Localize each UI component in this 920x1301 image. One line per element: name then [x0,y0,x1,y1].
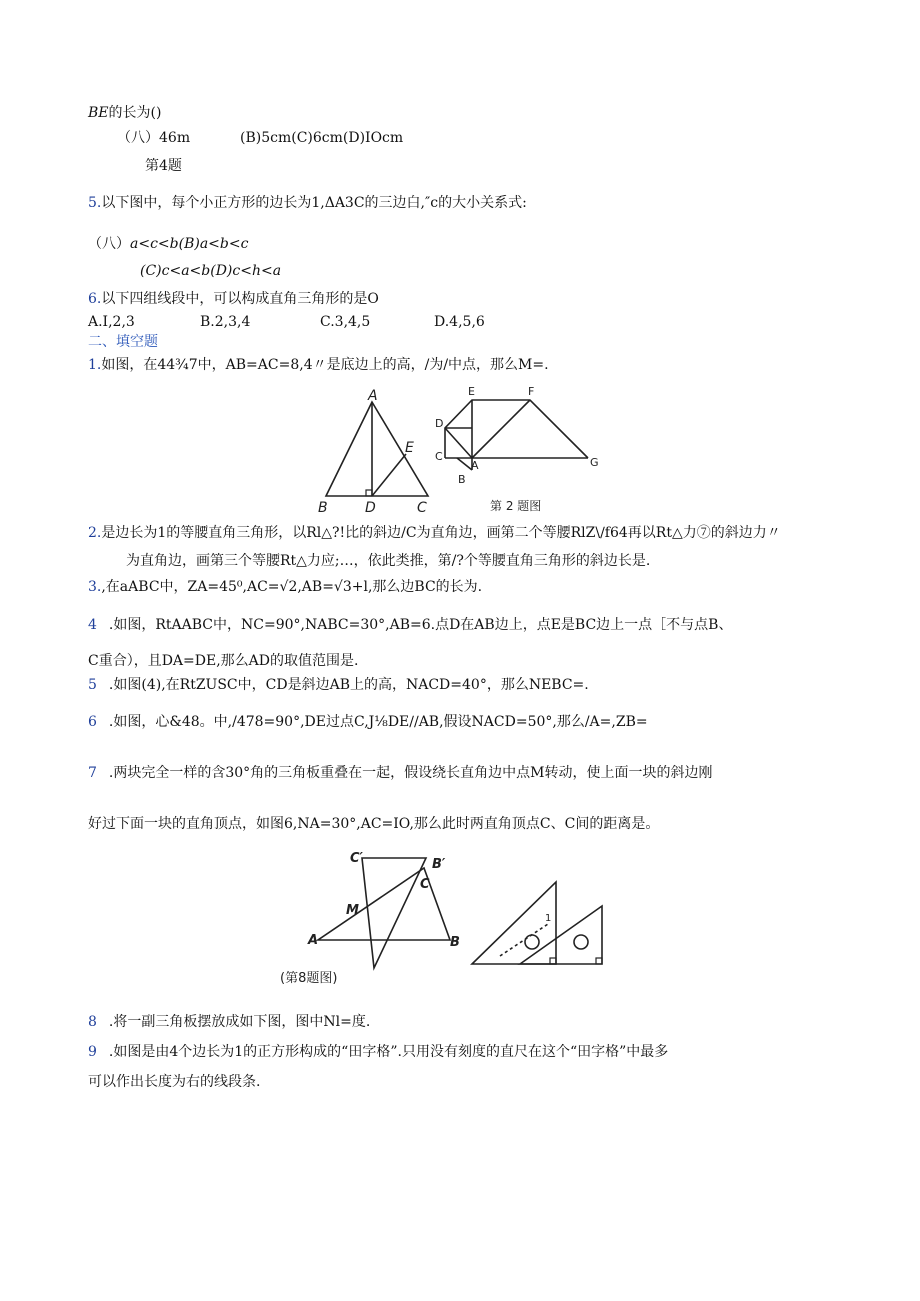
q5-line [88,194,527,212]
fill-9-text: .如图是由4个边长为1的正方形构成的“田字格”.只用没有刻度的直尺在这个“田字格”中最多 [108,1044,669,1060]
fig2-label-b: B [458,473,466,486]
q5-text: 以下图中，每个小正方形的边长为1,ΔA3C的三边白,″c的大小关系式: [101,195,527,211]
q6-option-a: A.I,2,3 [88,314,135,330]
fill-4-continued: C重合），且DA=DE,那么AD的取值范围是. [88,653,359,669]
fig8-label-m: M [346,903,359,918]
q4-options-rest: (B)5cm(C)6cm(D)IOcm [240,130,404,146]
fig8-label-c: C [420,877,430,892]
fill-2-number: 2. [88,525,102,541]
figure-isosceles-triangle [310,388,430,518]
figure-overlapping-set-squares [280,848,466,988]
fill-7-number: 7 [88,765,97,781]
q4-be: BE [88,105,109,121]
fill-8-number: 8 [88,1014,97,1030]
fill-1-line [88,356,549,374]
section-fill-blank-heading: 二、填空题 [88,334,158,350]
fig2-label-g: G [590,456,599,469]
q6-option-c: C.3,4,5 [320,314,371,330]
q4-caption: 第4题 [145,158,182,174]
q6-option-d: D.4,5,6 [434,314,485,330]
fill-2-line [88,524,781,542]
fig1-label-d: D [365,500,376,516]
fig8-label-b-prime: B′ [432,857,446,872]
q5-option-prefix: （八） [88,236,130,252]
fig8-label-a: A [308,933,319,948]
fill-6-line [88,713,648,731]
fig2-label-e: E [468,385,475,398]
q4-option-a: （八）46m [117,130,191,146]
fig2-caption: 第 2 题图 [490,499,542,513]
figure-triangle-chain [430,380,605,515]
q5-option-formula: a<c<b(B)a<b<c [130,236,249,252]
q5-option-line-1 [88,235,248,253]
fill-2-continued: 为直角边，画第三个等腰Rt△力应;…，依此类推，第/?个等腰直角三角形的斜边长是. [126,553,651,569]
fill-4-text: .如图，RtAABC中，NC=90°,NABC=30°,AB=6.点D在AB边上，点E是BC边上一点［不与点B、 [108,617,733,633]
fill-6-text: .如图，心&48。中,/478=90°,DE过点C,J⅛DE∕∕AB,假设NACD=50°,那么/A=,ZB= [108,714,648,730]
fig9-angle-label: 1 [545,913,552,924]
fig2-label-c: C [435,450,443,463]
q4-tail [88,104,161,122]
q4-tail-text: 的长为() [108,105,162,121]
q6-option-b: B.2,3,4 [200,314,251,330]
fill-7-continued: 好过下面一块的直角顶点，如图6,NA=30°,AC=IO,那么此时两直角顶点C、C间的距离是。 [88,816,660,832]
fill-7-line [88,764,713,782]
fig2-label-a: A [471,459,479,472]
fill-4-line [88,616,732,634]
figure-two-set-squares [470,876,610,966]
fig8-caption: (第8题图) [280,971,338,986]
fig2-label-f: F [528,385,535,398]
fill-1-number: 1. [88,357,102,373]
fill-5-text: .如图(4),在RtZUSC中，CD是斜边AB上的高，NACD=40°，那么NEBC=. [108,677,589,693]
fig1-label-a: A [368,388,378,404]
fill-9-number: 9 [88,1044,97,1060]
fill-9-line [88,1043,668,1061]
q6-line [88,290,379,308]
fig8-label-c-prime: C′ [350,851,363,866]
fig1-label-e: E [405,440,414,456]
fill-7-text: .两块完全一样的含30°角的三角板重叠在一起，假设绕长直角边中点M转动，使上面一块的斜边刚 [108,765,713,781]
q5-option-line-2: (C)c<a<b(D)c<h<a [140,263,282,279]
q6-text: 以下四组线段中，可以构成直角三角形的是O [101,291,379,307]
fill-8-line [88,1013,370,1031]
fill-6-number: 6 [88,714,97,730]
fill-3-line [88,578,482,596]
q5-number: 5. [88,195,102,211]
fill-9-continued: 可以作出长度为右的线段条. [88,1074,261,1090]
fill-8-text: .将一副三角板摆放成如下图，图中Nl=度. [108,1014,371,1030]
fig8-label-b: B [450,935,460,950]
fill-3-number: 3. [88,579,102,595]
q6-number: 6. [88,291,102,307]
fig1-label-c: C [417,500,427,516]
fill-1-text: 如图，在44¾7中，AB=AC=8,4〃是底边上的高，/为/中点，那么M=. [101,357,549,373]
fill-4-number: 4 [88,617,97,633]
fig1-label-b: B [318,500,328,516]
fill-5-number: 5 [88,677,97,693]
fill-5-line [88,676,589,694]
fig2-label-d: D [435,417,444,430]
fill-2-text: 是边长为1的等腰直角三角形，以Rl△?!比的斜边/C为直角边，画第二个等腰RlZ\∕f64再以Rt△力⑦的斜边力〃 [101,525,781,541]
fill-3-text: ,在aABC中，ZA=45⁰,AC=√2,AB=√3+l,那么边BC的长为. [101,579,483,595]
